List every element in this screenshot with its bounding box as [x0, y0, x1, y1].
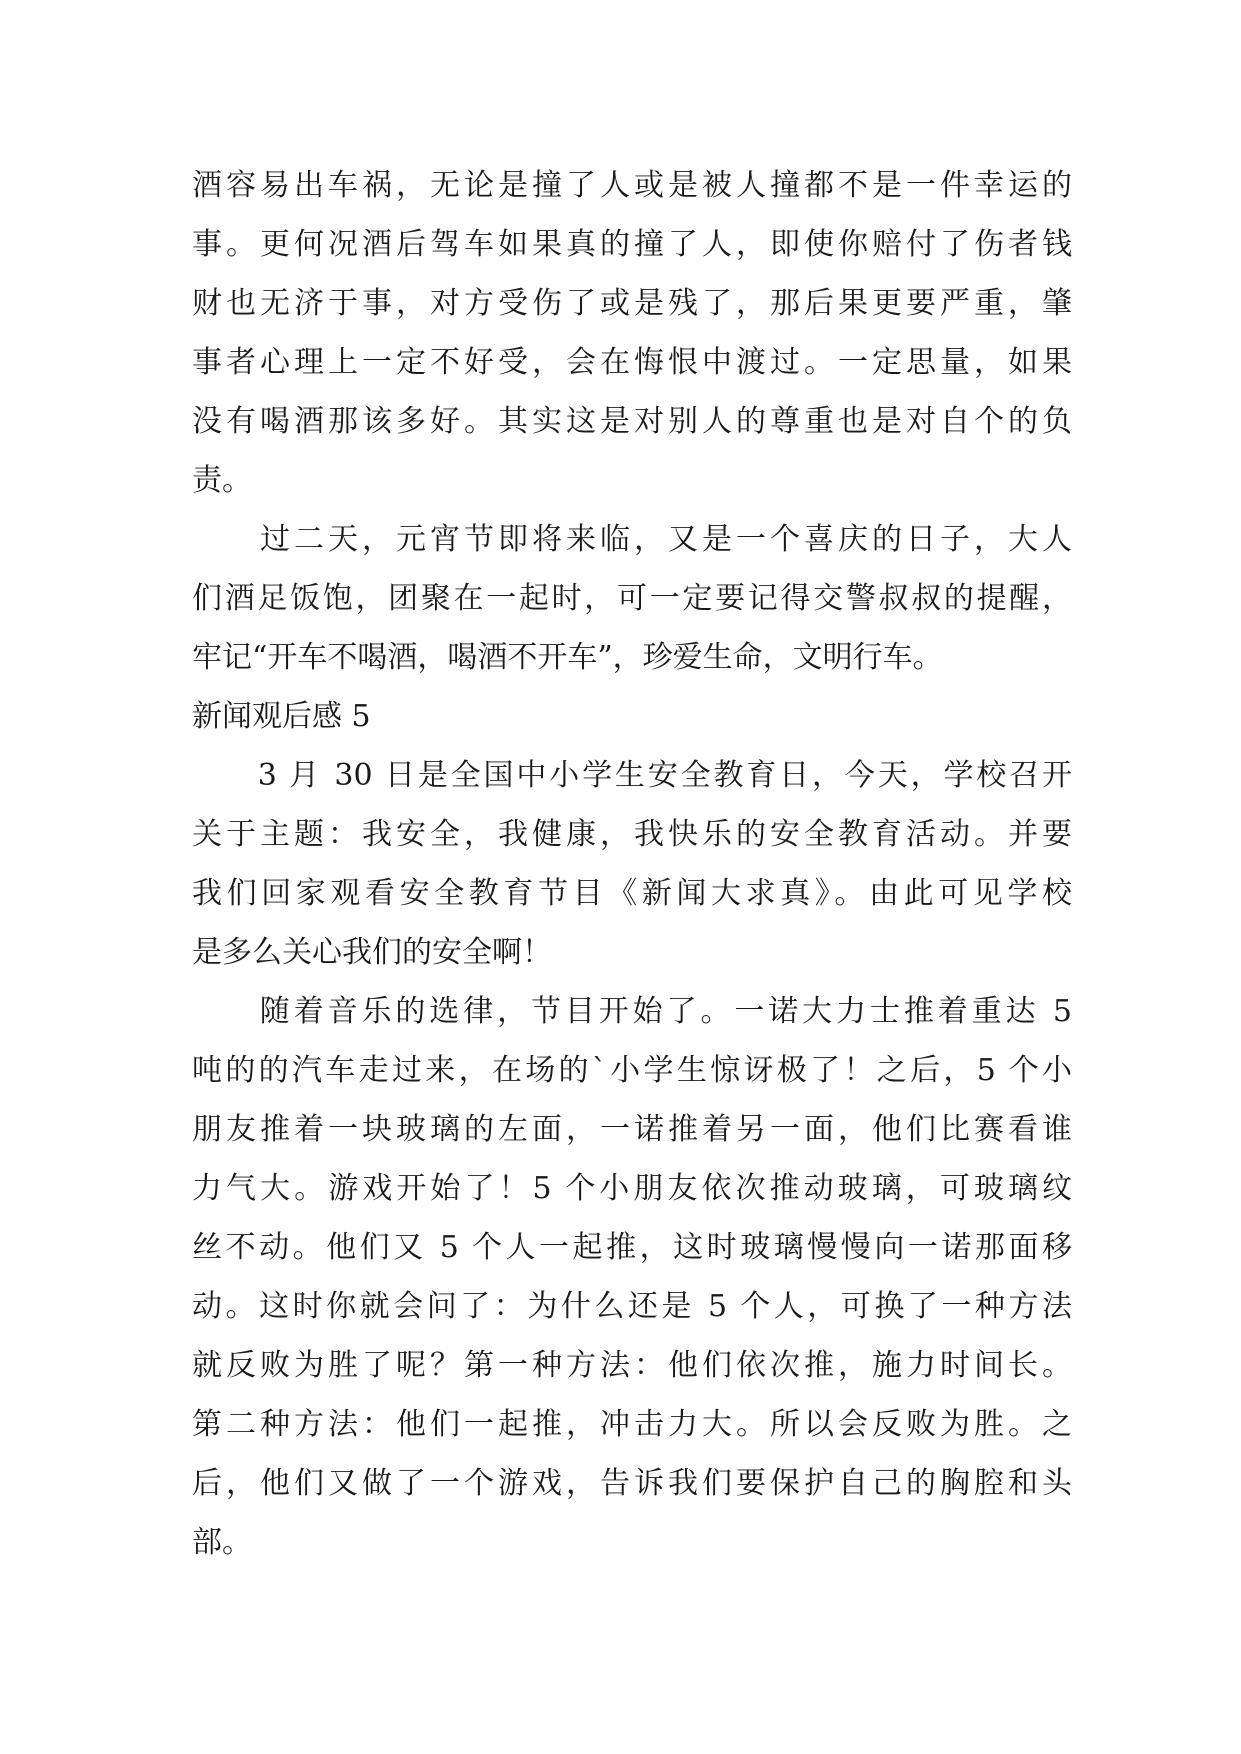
- text-line: 我们回家观看安全教育节目《新闻大求真》。由此可见学校: [192, 876, 1072, 911]
- text-line: 没有喝酒那该多好。其实这是对别人的尊重也是对自个的负: [192, 404, 1072, 439]
- text-line: 第二种方法：他们一起推，冲击力大。所以会反败为胜。之: [192, 1407, 1072, 1442]
- text-line: 关于主题：我安全，我健康，我快乐的安全教育活动。并要: [192, 817, 1072, 852]
- text-line: 部。: [192, 1525, 252, 1560]
- text-line: 财也无济于事，对方受伤了或是残了，那后果更要严重，肇: [192, 286, 1072, 321]
- text-line: 力气大。游戏开始了！5 个小朋友依次推动玻璃，可玻璃纹: [192, 1171, 1072, 1206]
- text-line: 事者心理上一定不好受，会在悔恨中渡过。一定思量，如果: [192, 345, 1072, 380]
- text-line: 过二天，元宵节即将来临，又是一个喜庆的日子，大人: [192, 522, 1072, 557]
- text-line: 后，他们又做了一个游戏，告诉我们要保护自己的胸腔和头: [192, 1466, 1072, 1501]
- text-line: 动。这时你就会问了：为什么还是 5 个人，可换了一种方法: [192, 1289, 1072, 1324]
- text-line: 们酒足饭饱，团聚在一起时，可一定要记得交警叔叔的提醒，: [192, 581, 1072, 616]
- text-line: 是多么关心我们的安全啊！: [192, 935, 552, 970]
- text-line: 牢记“开车不喝酒，喝酒不开车”，珍爱生命，文明行车。: [192, 640, 943, 675]
- text-line: 3 月 30 日是全国中小学生安全教育日，今天，学校召开: [192, 758, 1072, 793]
- text-line: 丝不动。他们又 5 个人一起推，这时玻璃慢慢向一诺那面移: [192, 1230, 1072, 1265]
- text-line: 就反败为胜了呢？第一种方法：他们依次推，施力时间长。: [192, 1348, 1072, 1383]
- body-text: [192, 156, 1072, 1572]
- text-line: 新闻观后感 5: [192, 699, 371, 734]
- text-line: 酒容易出车祸，无论是撞了人或是被人撞都不是一件幸运的: [192, 168, 1072, 203]
- text-line: 朋友推着一块玻璃的左面，一诺推着另一面，他们比赛看谁: [192, 1112, 1072, 1147]
- text-line: 吨的的汽车走过来，在场的`小学生惊讶极了！之后，5 个小: [192, 1053, 1072, 1088]
- text-line: 事。更何况酒后驾车如果真的撞了人，即使你赔付了伤者钱: [192, 227, 1072, 262]
- text-line: 随着音乐的选律，节目开始了。一诺大力士推着重达 5: [192, 994, 1072, 1029]
- text-line: 责。: [192, 463, 252, 498]
